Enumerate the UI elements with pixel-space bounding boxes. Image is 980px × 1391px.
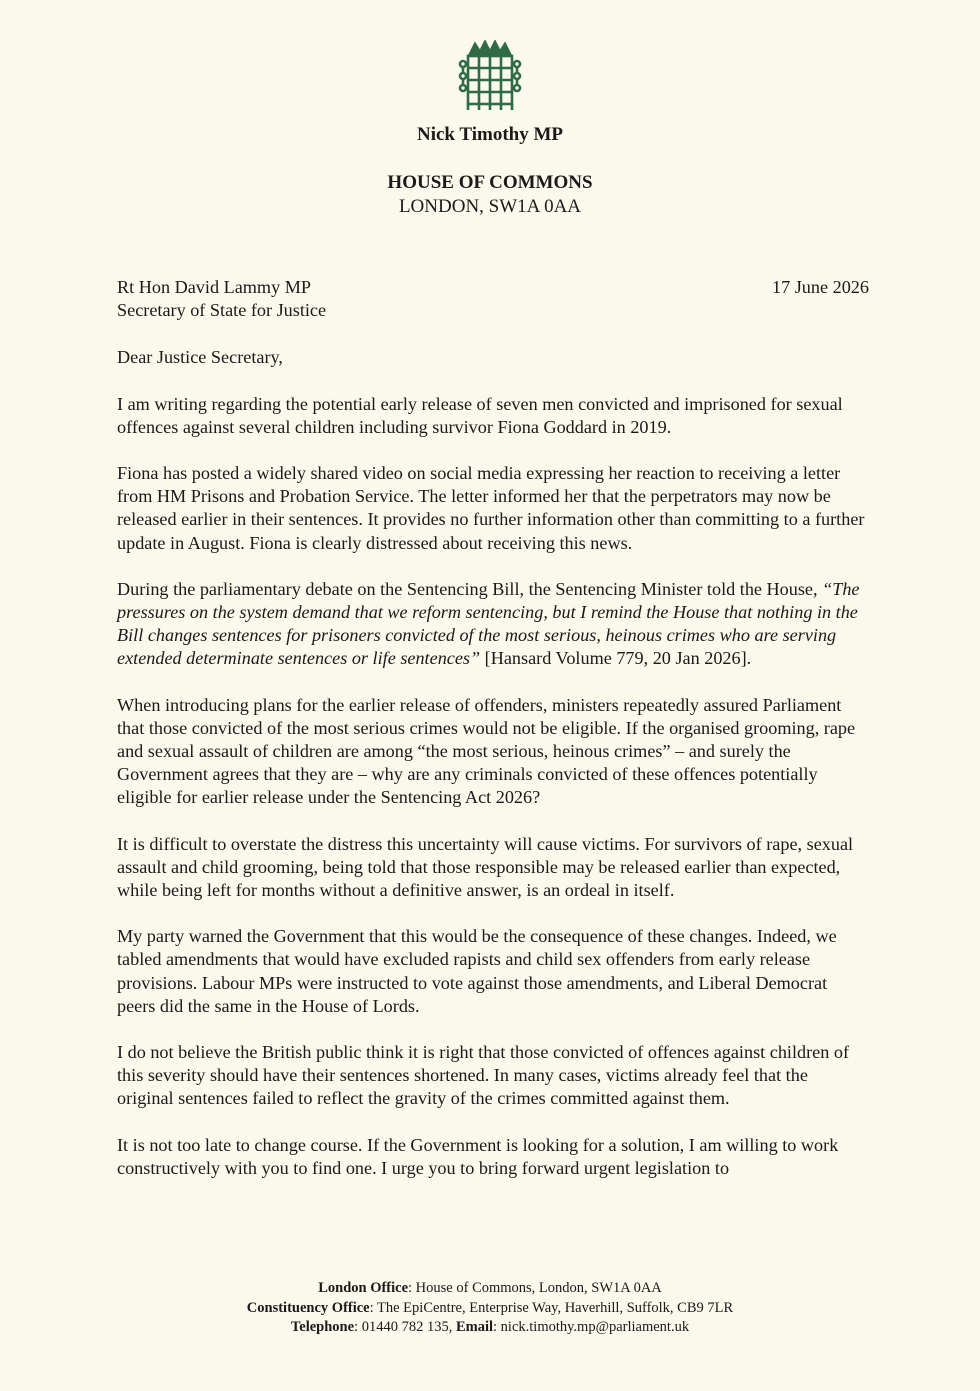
paragraph-3: [117, 578, 869, 671]
portcullis-icon: [458, 40, 522, 114]
paragraph-4: When introducing plans for the earlier release of offenders, ministers repeatedly assured Parliament that those convicted of the most serious crimes would not be eligible. If the organised grooming, rape and sexual assault of children are among “the most serious, heinous crimes” – and surely the Government agrees that they are – why are any criminals convicted of these offences potentially eligible for earlier release under the Sentencing Act 2026?: [117, 694, 856, 808]
paragraph-1: I am writing regarding the potential early release of seven men convicted and imprisoned for sexual offences against several children including survivor Fiona Goddard in 2019.: [117, 393, 843, 437]
house-address: LONDON, SW1A 0AA: [398, 196, 582, 217]
paragraph-2: Fiona has posted a widely shared video on social media expressing her reaction to receiving a letter from HM Prisons and Probation Service. The letter informed her that the perpetrators may now be released earlier in their sentences. It provides no further information other than committing to a further update in August. Fiona is clearly distressed about receiving this news.: [117, 463, 865, 553]
telephone-label: Telephone: [290, 1319, 355, 1335]
constituency-office-line: [0, 1299, 980, 1319]
hansard-reference: [Hansard Volume 779, 20 Jan 2026].: [480, 648, 752, 669]
paragraph-7: I do not believe the British public think it is right that those convicted of offences against children of this severity should have their sentences shortened. In many cases, victims already feel that the original sentences failed to reflect the gravity of the crimes committed against them.: [117, 1042, 850, 1109]
paragraph-5: It is difficult to overstate the distress this uncertainty will cause victims. For survivors of rape, sexual assault and child grooming, being told that those responsible may be released earlier than expected, while being left for months without a definitive answer, is an ordeal in itself.: [117, 833, 854, 901]
london-office-label: London Office: [318, 1280, 409, 1296]
telephone-number: : 01440 782 135,: [354, 1319, 456, 1335]
paragraph-3-lead: During the parliamentary debate on the Sentencing Bill, the Sentencing Minister told the House,: [117, 578, 823, 599]
paragraph-6: My party warned the Government that this would be the consequence of these changes. Indeed, we tabled amendments that would have excluded rapists and child sex offenders from early release provisions. Labour MPs were instructed to vote against those amendments, and Liberal Democrat peers did the same in the House of Lords.: [117, 926, 837, 1016]
letter-footer: [0, 1279, 980, 1338]
letterhead: [0, 40, 980, 218]
paragraph-8: It is not too late to change course. If the Government is looking for a solution, I am willing to work constructively with you to find one. I urge you to bring forward urgent legislation to: [117, 1134, 839, 1178]
email-label: Email: [455, 1319, 494, 1335]
mp-name: Nick Timothy MP: [416, 124, 564, 145]
contact-line: [0, 1318, 980, 1338]
minister-quote: “The pressures on the system demand that we reform sentencing, but I remind the House that nothing in the Bill changes sentences for prisoners convicted of the most serious, heinous crimes who are serving extended determinate sentences or life sentences”: [117, 578, 860, 669]
letter-body: [117, 276, 869, 1203]
salutation: Dear Justice Secretary,: [117, 347, 283, 368]
recipient-row: [117, 276, 869, 322]
constituency-office-address: : The EpiCentre, Enterprise Way, Haverhill, Suffolk, CB9 7LR: [369, 1299, 734, 1316]
london-office-line: [0, 1279, 980, 1299]
letter-date: 17 June 2026: [772, 277, 869, 297]
london-office-address: : House of Commons, London, SW1A 0AA: [408, 1280, 662, 1296]
house-heading: HOUSE OF COMMONS: [387, 172, 593, 193]
email-address[interactable]: : nick.timothy.mp@parliament.uk: [493, 1319, 690, 1335]
recipient-block: [117, 276, 326, 322]
constituency-office-label: Constituency Office: [246, 1299, 370, 1316]
recipient-title: Secretary of State for Justice: [117, 300, 327, 321]
recipient-name: Rt Hon David Lammy MP: [117, 277, 311, 297]
